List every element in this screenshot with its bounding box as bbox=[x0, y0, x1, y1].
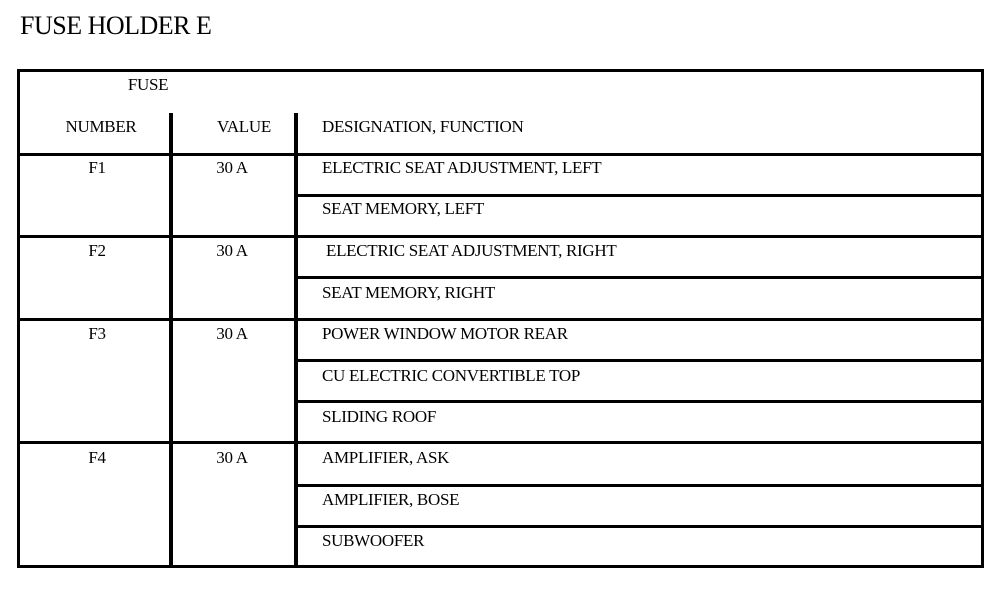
group-divider bbox=[17, 318, 984, 321]
header-number: NUMBER bbox=[65, 117, 137, 136]
fuse-number: F4 bbox=[88, 448, 106, 467]
header-divider bbox=[17, 153, 984, 156]
fuse-function: CU ELECTRIC CONVERTIBLE TOP bbox=[322, 366, 581, 385]
column-divider-number bbox=[169, 113, 173, 566]
fuse-value: 30 A bbox=[216, 448, 248, 467]
column-divider-value bbox=[294, 113, 298, 566]
fuse-function: SEAT MEMORY, RIGHT bbox=[322, 283, 495, 302]
row-divider bbox=[294, 276, 984, 279]
fuse-number: F1 bbox=[88, 158, 106, 177]
fuse-function: ELECTRIC SEAT ADJUSTMENT, LEFT bbox=[322, 158, 602, 177]
fuse-function: ELECTRIC SEAT ADJUSTMENT, RIGHT bbox=[326, 241, 617, 260]
header-fuse: FUSE bbox=[127, 75, 169, 94]
fuse-function: SEAT MEMORY, LEFT bbox=[322, 199, 484, 218]
row-divider bbox=[294, 400, 984, 403]
fuse-value: 30 A bbox=[216, 241, 248, 260]
fuse-number: F2 bbox=[88, 241, 106, 260]
page-title: FUSE HOLDER E bbox=[20, 11, 212, 40]
fuse-value: 30 A bbox=[216, 324, 248, 343]
fuse-value: 30 A bbox=[216, 158, 248, 177]
header-value: VALUE bbox=[217, 117, 271, 136]
row-divider bbox=[294, 359, 984, 362]
fuse-function: POWER WINDOW MOTOR REAR bbox=[322, 324, 568, 343]
row-divider bbox=[294, 194, 984, 197]
row-divider bbox=[294, 484, 984, 487]
fuse-number: F3 bbox=[88, 324, 106, 343]
header-designation: DESIGNATION, FUNCTION bbox=[322, 117, 524, 136]
group-divider bbox=[17, 235, 984, 238]
fuse-function: SUBWOOFER bbox=[322, 531, 425, 550]
row-divider bbox=[294, 525, 984, 528]
fuse-function: AMPLIFIER, BOSE bbox=[322, 490, 460, 509]
group-divider bbox=[17, 441, 984, 444]
fuse-function: AMPLIFIER, ASK bbox=[322, 448, 450, 467]
fuse-function: SLIDING ROOF bbox=[322, 407, 436, 426]
